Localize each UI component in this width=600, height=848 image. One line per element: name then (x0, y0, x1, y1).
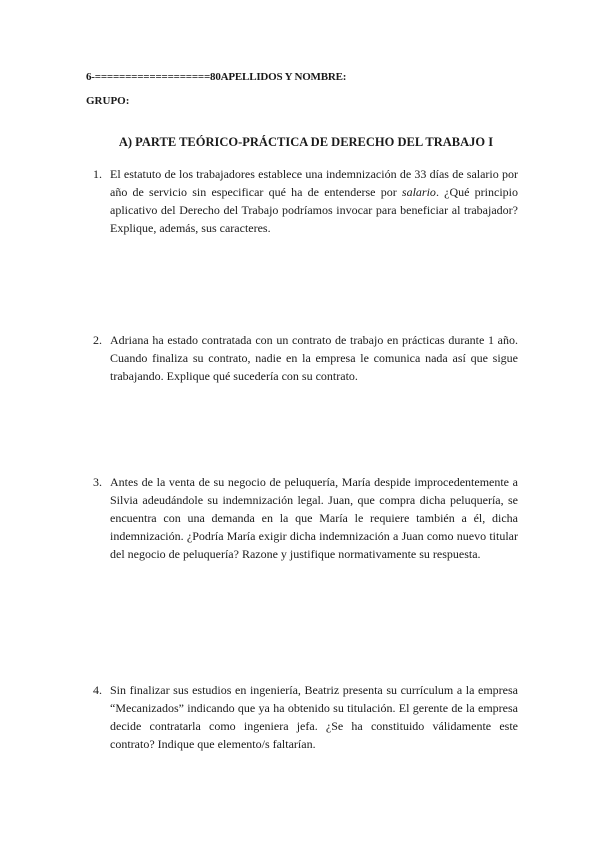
question-number: 3. (93, 475, 102, 489)
question-2 (93, 331, 518, 385)
question-text: Antes de la venta de su negocio de peluquería, María despide improcedentemente a Silvia adeudándole su indemnización legal. Juan, que compra dicha peluquería, se encuentra con una demanda en la que María le requiere también a él, dicha indemnización. ¿Podría María exigir dicha indemnización a Juan como nuevo titular del negocio de peluquería? Razone y justifique normativamente su respuesta. (110, 475, 518, 561)
question-text: Sin finalizar sus estudios en ingeniería, Beatriz presenta su currículum a la empresa “Mecanizados” indicando que ya ha obtenido su titulación. El gerente de la empresa decide contratarla como ingeniera jefa. ¿Se ha constituido válidamente este contrato? Indique que elemento/s faltarían. (110, 683, 518, 751)
question-text: Adriana ha estado contratada con un contrato de trabajo en prácticas durante 1 año. Cuando finaliza su contrato, nadie en la empresa le comunica nada así que sigue trabajando. Explique qué sucedería con su contrato. (110, 333, 518, 383)
question-number: 2. (93, 333, 102, 347)
section-title: A) PARTE TEÓRICO-PRÁCTICA DE DERECHO DEL TRABAJO I (118, 135, 494, 149)
group-label: GRUPO: (86, 95, 130, 107)
question-3 (93, 473, 518, 563)
question-number: 1. (93, 167, 102, 181)
question-4 (93, 681, 518, 753)
name-header: 6-===================80APELLIDOS Y NOMBRE: (86, 71, 347, 83)
question-1 (93, 165, 518, 237)
italic-term: salario (401, 185, 436, 199)
question-text: El estatuto de los trabajadores establece una indemnización de 33 días de salario por año de servicio sin especificar qué ha de entenderse por salario. ¿Qué principio aplicativo del Derecho del Trabajo podríamos invocar para beneficiar al trabajador? Explique, además, sus caracteres. (110, 167, 518, 235)
question-number: 4. (93, 683, 102, 697)
